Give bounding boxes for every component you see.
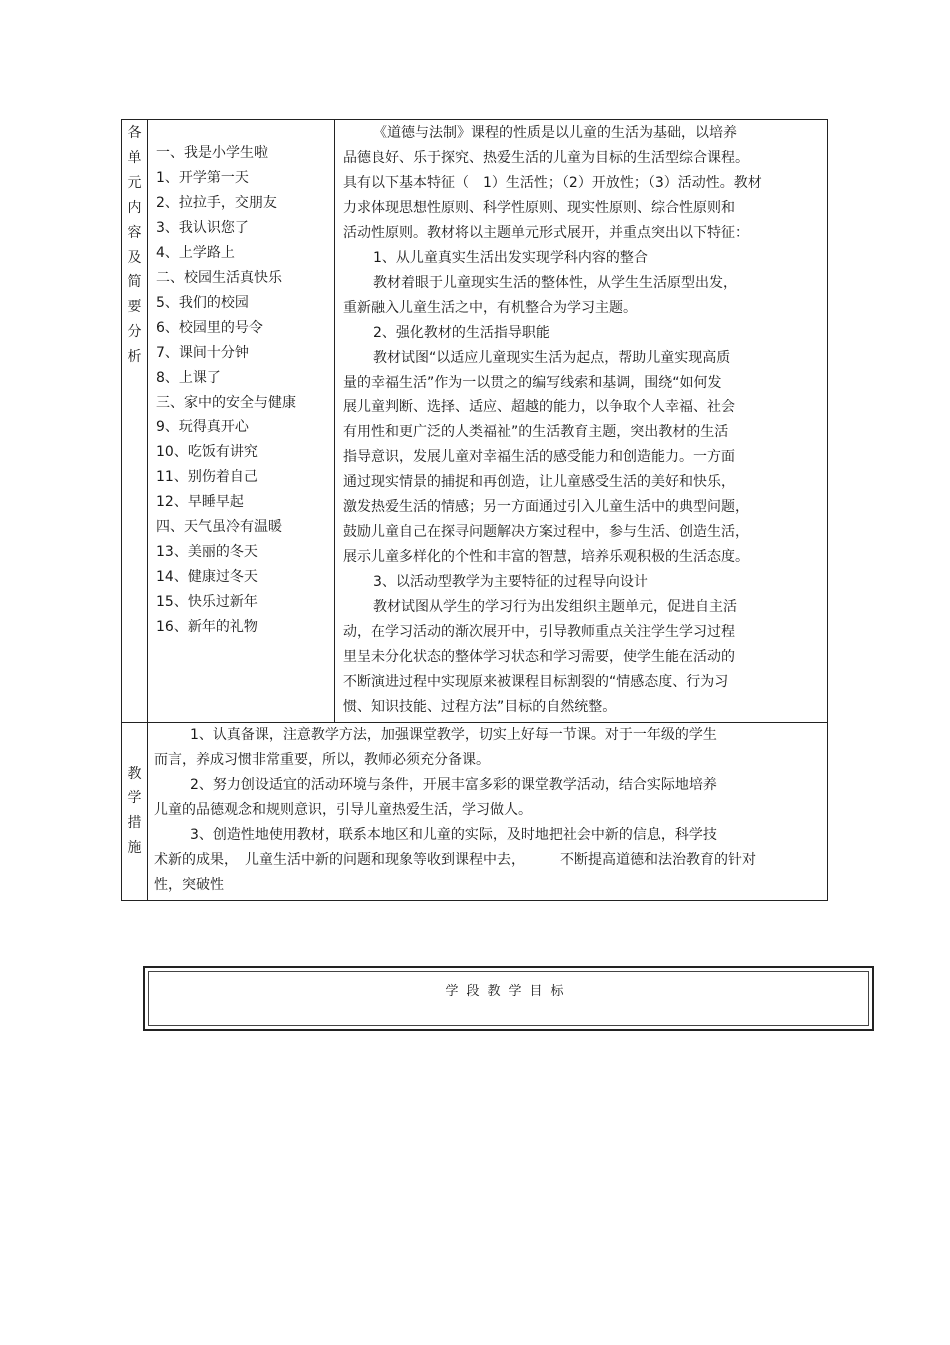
unit-item: 12、早睡早起 [156, 494, 244, 511]
unit-item: 6、校园里的号令 [156, 319, 263, 336]
analysis-line: 教材试图“以适应儿童现实生活为起点，帮助儿童实现高质 [373, 349, 731, 366]
analysis-line: 激发热爱生活的情感；另一方面通过引入儿童生活中的典型问题， [343, 499, 749, 516]
analysis-line: 有用性和更广泛的人类福祉”的生活教育主题，突出教材的生活 [343, 424, 729, 441]
unit-item: 16、新年的礼物 [156, 619, 258, 636]
unit-item: 11、别伤着自己 [156, 469, 258, 486]
measures-line: 而言，养成习惯非常重要，所以，教师必须充分备课。 [154, 751, 490, 768]
measures-line: 1、认真备课，注意教学方法，加强课堂教学，切实上好每一节课。对于一年级的学生 [190, 726, 717, 743]
goals-title: 学段教学目标 [445, 984, 572, 999]
unit-analysis-row [122, 120, 828, 723]
section-label-cell [122, 120, 148, 723]
analysis-line: 动，在学习活动的渐次展开中，引导教师重点关注学生学习过程 [343, 624, 735, 641]
analysis-line: 展儿童判断、选择、适应、超越的能力，以争取个人幸福、社会 [343, 399, 735, 416]
analysis-line: 通过现实情景的捕捉和再创造，让儿童感受生活的美好和快乐， [343, 474, 735, 491]
section-label-char: 分 [127, 324, 142, 341]
section-label-char: 内 [127, 199, 142, 216]
unit-analysis-table [121, 119, 828, 901]
analysis-line: 重新融入儿童生活之中，有机整合为学习主题。 [343, 299, 637, 316]
analysis-line: 品德良好、乐于探究、热爱生活的儿童为目标的生活型综合课程。 [343, 149, 749, 166]
analysis-line: 具有以下基本特征（ 1）生活性；（2）开放性；（3）活动性。教材 [343, 174, 762, 191]
measures-text [148, 723, 827, 900]
analysis-line: 惯、知识技能、过程方法”目标的自然统整。 [343, 698, 617, 715]
unit-list-cell [148, 120, 335, 723]
section-label-char: 各 [127, 125, 142, 141]
analysis-line: 活动性原则。教材将以主题单元形式展开，并重点突出以下特征： [343, 224, 749, 241]
measures-label-char: 学 [127, 790, 142, 807]
analysis-line: 《道德与法制》课程的性质是以儿童的生活为基础，以培养 [373, 125, 737, 141]
measures-line: 术新的成果， 儿童生活中新的问题和现象等收到课程中去， 不断提高道德和法治教育的针对 [154, 851, 756, 868]
analysis-line: 1、从儿童真实生活出发实现学科内容的整合 [373, 249, 648, 266]
section-label-char: 要 [127, 299, 142, 316]
measures-line: 儿童的品德观念和规则意识，引导儿童热爱生活，学习做人。 [154, 801, 532, 818]
analysis-line: 3、以活动型教学为主要特征的过程导向设计 [373, 574, 648, 591]
section-label-char: 简 [127, 274, 142, 291]
unit-item: 二、校园生活真快乐 [156, 269, 282, 286]
analysis-line: 指导意识，发展儿童对幸福生活的感受能力和创造能力。一方面 [343, 449, 735, 466]
unit-item: 三、家中的安全与健康 [156, 394, 296, 411]
measures-label-char: 施 [127, 840, 142, 857]
section-label-char: 容 [127, 224, 142, 241]
measures-label-cell [122, 722, 148, 900]
measures-label-char: 教 [127, 765, 142, 782]
measures-line: 性，突破性 [154, 876, 224, 893]
section-label-char: 析 [127, 349, 142, 366]
goals-box [143, 966, 874, 1031]
analysis-line: 教材试图从学生的学习行为出发组织主题单元，促进自主活 [373, 599, 737, 616]
measures-label-char: 措 [127, 815, 142, 832]
unit-item: 5、我们的校园 [156, 294, 249, 311]
unit-item: 13、美丽的冬天 [156, 544, 258, 561]
measures-line: 2、努力创设适宜的活动环境与条件，开展丰富多彩的课堂教学活动，结合实际地培养 [190, 776, 717, 793]
section-label-char: 元 [127, 174, 142, 191]
unit-item: 9、玩得真开心 [156, 419, 249, 436]
measures-row [122, 722, 828, 900]
unit-item: 15、快乐过新年 [156, 594, 258, 611]
analysis-line: 展示儿童多样化的个性和丰富的智慧，培养乐观积极的生活态度。 [343, 549, 749, 566]
unit-item: 1、开学第一天 [156, 169, 249, 186]
analysis-cell [335, 120, 828, 723]
analysis-line: 教材着眼于儿童现实生活的整体性，从学生生活原型出发， [373, 274, 737, 291]
unit-item: 8、上课了 [156, 369, 221, 386]
section-label-char: 及 [127, 249, 142, 266]
unit-item: 2、拉拉手，交朋友 [156, 194, 277, 211]
unit-list [148, 120, 334, 640]
analysis-line: 2、强化教材的生活指导职能 [373, 324, 550, 341]
unit-item: 3、我认识您了 [156, 219, 249, 236]
measures-line: 3、创造性地使用教材，联系本地区和儿童的实际，及时地把社会中新的信息，科学技 [190, 826, 717, 843]
section-label [122, 120, 147, 370]
analysis-text [335, 120, 827, 722]
unit-item: 一、我是小学生啦 [156, 145, 268, 161]
unit-item: 7、课间十分钟 [156, 344, 249, 361]
analysis-line: 力求体现思想性原则、科学性原则、现实性原则、综合性原则和 [343, 199, 735, 216]
measures-cell [148, 722, 828, 900]
goals-box-inner [148, 971, 869, 1026]
analysis-line: 不断演进过程中实现原来被课程目标割裂的“情感态度、行为习 [343, 673, 729, 690]
unit-item: 10、吃饭有讲究 [156, 444, 258, 461]
section-label-char: 单 [127, 149, 142, 166]
unit-item: 14、健康过冬天 [156, 569, 258, 586]
analysis-line: 里呈未分化状态的整体学习状态和学习需要，使学生能在活动的 [343, 649, 735, 666]
measures-label [122, 762, 147, 862]
unit-item: 4、上学路上 [156, 244, 235, 261]
analysis-line: 鼓励儿童自己在探寻问题解决方案过程中，参与生活、创造生活， [343, 524, 749, 541]
unit-item: 四、天气虽冷有温暖 [156, 519, 282, 536]
analysis-line: 量的幸福生活”作为一以贯之的编写线索和基调，围绕“如何发 [343, 374, 722, 391]
